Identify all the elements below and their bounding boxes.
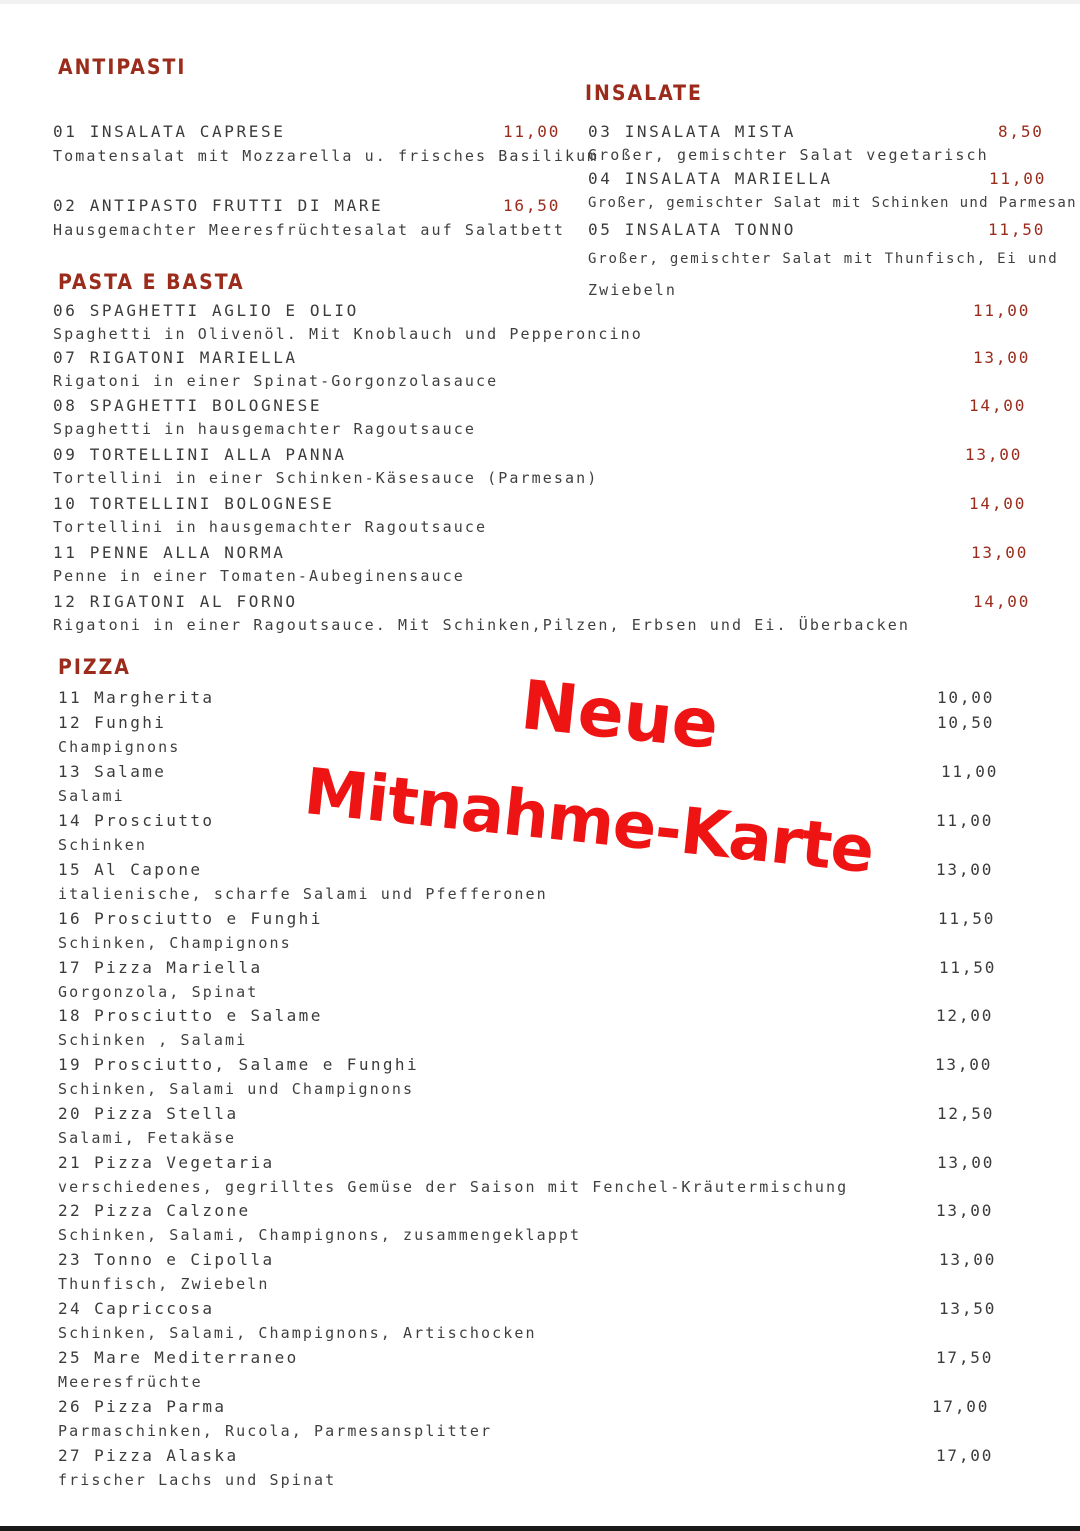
pasta-item-name: 11 PENNE ALLA NORMA <box>53 543 286 562</box>
pizza-item-price: 13,00 <box>937 1153 995 1172</box>
pizza-item-price: 13,00 <box>939 1250 997 1269</box>
pizza-item-desc: Meeresfrüchte <box>58 1373 203 1391</box>
pizza-item-name: 19 Prosciutto, Salame e Funghi <box>58 1055 419 1074</box>
antipasti-item-price: 11,00 <box>503 122 561 141</box>
pizza-item-desc: Schinken , Salami <box>58 1031 248 1049</box>
pizza-item-price: 12,00 <box>936 1006 994 1025</box>
insalate-item-name: 03 INSALATA MISTA <box>588 122 796 141</box>
pizza-item-price: 10,00 <box>937 688 995 707</box>
pizza-item-desc: verschiedenes, gegrilltes Gemüse der Saison mit Fenchel-Kräutermischung <box>58 1178 849 1196</box>
antipasti-item-desc: Hausgemachter Meeresfrüchtesalat auf Salatbett <box>53 221 566 239</box>
pasta-item-name: 09 TORTELLINI ALLA PANNA <box>53 445 347 464</box>
pizza-item-price: 13,00 <box>935 1055 993 1074</box>
insalate-item-desc: Großer, gemischter Salat mit Schinken und Parmesan <box>588 195 1077 211</box>
pizza-item-price: 11,00 <box>941 762 999 781</box>
pizza-item-name: 26 Pizza Parma <box>58 1397 227 1416</box>
pizza-item-price: 13,00 <box>936 860 994 879</box>
pasta-item-price: 13,00 <box>965 445 1023 464</box>
insalate-item-desc: Großer, gemischter Salat vegetarisch <box>588 146 989 164</box>
pizza-item-price: 17,00 <box>932 1397 990 1416</box>
pizza-item-name: 11 Margherita <box>58 688 215 707</box>
pizza-item-desc: Schinken, Salami, Champignons, Artischocken <box>58 1324 537 1342</box>
pizza-item-price: 12,50 <box>937 1104 995 1123</box>
stamp-line-1: Neue <box>517 666 723 766</box>
pizza-item-name: 20 Pizza Stella <box>58 1104 239 1123</box>
section-title-pizza: PIZZA <box>58 655 131 679</box>
pizza-item-desc: Schinken, Salami, Champignons, zusammengeklappt <box>58 1226 582 1244</box>
pizza-item-name: 23 Tonno e Cipolla <box>58 1250 275 1269</box>
pasta-item-desc: Tortellini in hausgemachter Ragoutsauce <box>53 518 488 536</box>
pasta-item-price: 13,00 <box>971 543 1029 562</box>
pizza-item-price: 10,50 <box>937 713 995 732</box>
pizza-item-name: 17 Pizza Mariella <box>58 958 263 977</box>
pizza-item-desc: italienische, scharfe Salami und Pfefferonen <box>58 885 548 903</box>
pasta-item-name: 12 RIGATONI AL FORNO <box>53 592 298 611</box>
insalate-item-desc-continued: Zwiebeln <box>588 281 678 299</box>
pasta-item-desc: Penne in einer Tomaten-Aubeginensauce <box>53 567 465 585</box>
pizza-item-desc: Salami <box>58 787 125 805</box>
section-title-insalate: INSALATE <box>585 81 703 105</box>
insalate-item-price: 11,00 <box>989 169 1047 188</box>
pasta-item-price: 13,00 <box>973 348 1031 367</box>
pizza-item-name: 15 Al Capone <box>58 860 203 879</box>
insalate-item-name: 04 INSALATA MARIELLA <box>588 169 833 188</box>
pizza-item-desc: Thunfisch, Zwiebeln <box>58 1275 270 1293</box>
insalate-item-name: 05 INSALATA TONNO <box>588 220 796 239</box>
pasta-item-name: 10 TORTELLINI BOLOGNESE <box>53 494 335 513</box>
pizza-item-desc: Parmaschinken, Rucola, Parmesansplitter <box>58 1422 493 1440</box>
pizza-item-price: 17,50 <box>936 1348 994 1367</box>
pizza-item-price: 13,50 <box>939 1299 997 1318</box>
pasta-item-desc: Rigatoni in einer Ragoutsauce. Mit Schinken,Pilzen, Erbsen und Ei. Überbacken <box>53 616 911 634</box>
pasta-item-name: 08 SPAGHETTI BOLOGNESE <box>53 396 323 415</box>
pizza-item-desc: frischer Lachs und Spinat <box>58 1471 337 1489</box>
pizza-item-desc: Gorgonzola, Spinat <box>58 983 259 1001</box>
pizza-item-price: 11,00 <box>936 811 994 830</box>
pizza-item-name: 22 Pizza Calzone <box>58 1201 251 1220</box>
pizza-item-name: 25 Mare Mediterraneo <box>58 1348 299 1367</box>
pizza-item-name: 14 Prosciutto <box>58 811 215 830</box>
pizza-item-price: 11,50 <box>939 958 997 977</box>
pizza-item-price: 13,00 <box>936 1201 994 1220</box>
insalate-item-price: 8,50 <box>998 122 1044 141</box>
pasta-item-price: 14,00 <box>973 592 1031 611</box>
insalate-item-desc: Großer, gemischter Salat mit Thunfisch, Ei und <box>588 251 1059 267</box>
pasta-item-price: 14,00 <box>969 494 1027 513</box>
pasta-item-name: 06 SPAGHETTI AGLIO E OLIO <box>53 301 359 320</box>
pizza-item-desc: Champignons <box>58 738 181 756</box>
pasta-item-desc: Tortellini in einer Schinken-Käsesauce (Parmesan) <box>53 469 599 487</box>
antipasti-item-price: 16,50 <box>503 196 561 215</box>
pizza-item-name: 12 Funghi <box>58 713 167 732</box>
pasta-item-price: 11,00 <box>973 301 1031 320</box>
pizza-item-name: 21 Pizza Vegetaria <box>58 1153 275 1172</box>
pasta-item-name: 07 RIGATONI MARIELLA <box>53 348 298 367</box>
antipasti-item-name: 02 ANTIPASTO FRUTTI DI MARE <box>53 196 384 215</box>
pizza-item-desc: Salami, Fetakäse <box>58 1129 237 1147</box>
pizza-item-name: 27 Pizza Alaska <box>58 1446 239 1465</box>
pasta-item-price: 14,00 <box>969 396 1027 415</box>
pizza-item-name: 18 Prosciutto e Salame <box>58 1006 323 1025</box>
section-title-antipasti: ANTIPASTI <box>58 55 187 79</box>
pizza-item-desc: Schinken, Champignons <box>58 934 292 952</box>
section-title-pasta: PASTA E BASTA <box>58 270 245 294</box>
pasta-item-desc: Spaghetti in Olivenöl. Mit Knoblauch und Pepperoncino <box>53 325 643 343</box>
pizza-item-price: 17,00 <box>936 1446 994 1465</box>
pizza-item-price: 11,50 <box>938 909 996 928</box>
pasta-item-desc: Rigatoni in einer Spinat-Gorgonzolasauce <box>53 372 499 390</box>
antipasti-item-name: 01 INSALATA CAPRESE <box>53 122 286 141</box>
pizza-item-name: 16 Prosciutto e Funghi <box>58 909 323 928</box>
insalate-item-price: 11,50 <box>988 220 1046 239</box>
pizza-item-desc: Schinken <box>58 836 148 854</box>
pizza-item-name: 13 Salame <box>58 762 167 781</box>
stamp-line-2: Mitnahme-Karte <box>300 755 877 889</box>
pizza-item-desc: Schinken, Salami und Champignons <box>58 1080 415 1098</box>
pizza-item-name: 24 Capriccosa <box>58 1299 215 1318</box>
antipasti-item-desc: Tomatensalat mit Mozzarella u. frisches Basilikum <box>53 147 599 165</box>
pasta-item-desc: Spaghetti in hausgemachter Ragoutsauce <box>53 420 476 438</box>
